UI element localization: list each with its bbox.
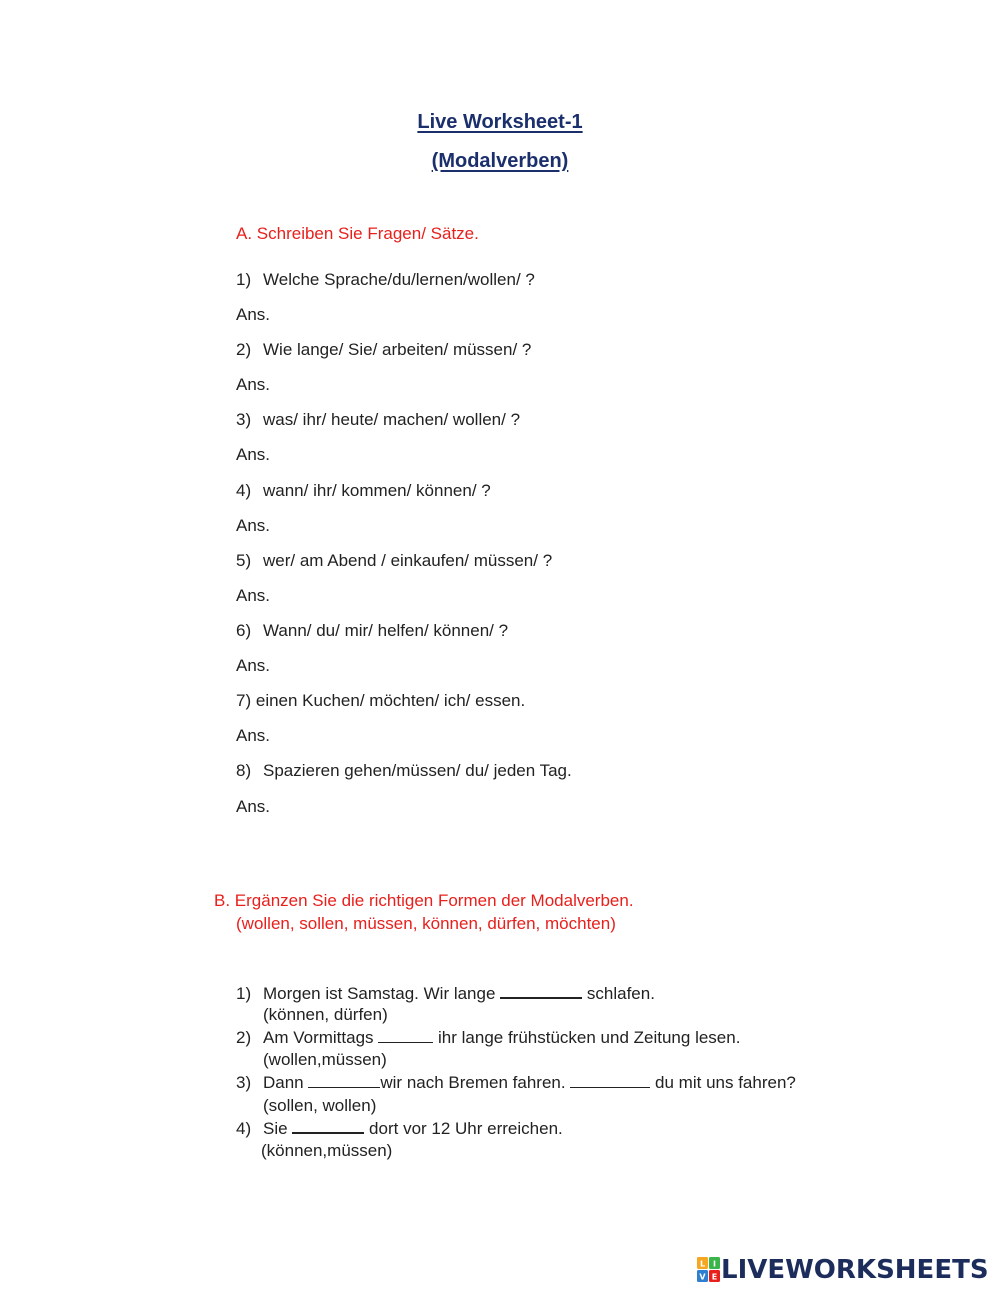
fill-item: 2) Am Vormittags ihr lange frühstücken und Zeitung lesen. bbox=[236, 1028, 741, 1047]
fill-item-hint: (wollen,müssen) bbox=[263, 1050, 387, 1069]
worksheet-subtitle: (Modalverben) bbox=[431, 150, 569, 172]
question-item: 5) wer/ am Abend / einkaufen/ müssen/ ? bbox=[236, 551, 553, 570]
question-item: 6) Wann/ du/ mir/ helfen/ können/ ? bbox=[236, 621, 509, 640]
fill-item: 1) Morgen ist Samstag. Wir lange schlafen. bbox=[236, 984, 655, 1003]
section-b-heading bbox=[214, 889, 634, 935]
answer-label: Ans. bbox=[236, 375, 271, 394]
live-badge-letter: V bbox=[699, 1272, 706, 1282]
answer-label: Ans. bbox=[236, 586, 271, 605]
answer-label: Ans. bbox=[236, 305, 271, 324]
answer-label: Ans. bbox=[236, 726, 271, 745]
question-item: 3) was/ ihr/ heute/ machen/ wollen/ ? bbox=[236, 410, 521, 429]
live-badge-letter: I bbox=[713, 1259, 716, 1269]
live-badge-letter: E bbox=[711, 1272, 718, 1282]
answer-label: Ans. bbox=[236, 516, 271, 535]
fill-item-hint: (können, dürfen) bbox=[263, 1005, 388, 1024]
live-badge-letter: L bbox=[699, 1259, 706, 1269]
fill-item-hint: (sollen, wollen) bbox=[263, 1096, 377, 1115]
answer-blank[interactable] bbox=[292, 1118, 364, 1134]
fill-item: 3) Dann wir nach Bremen fahren. du mit uns fahren? bbox=[236, 1073, 796, 1092]
answer-label: Ans. bbox=[236, 445, 271, 464]
question-item: 7) einen Kuchen/ möchten/ ich/ essen. bbox=[236, 691, 526, 710]
answer-blank[interactable] bbox=[378, 1028, 433, 1043]
live-badge-icon bbox=[697, 1257, 721, 1283]
liveworksheets-logo bbox=[697, 1255, 989, 1285]
question-item: 1) Welche Sprache/du/lernen/wollen/ ? bbox=[236, 270, 535, 289]
logo-text: LIVEWORKSHEETS bbox=[721, 1255, 989, 1285]
question-item: 2) Wie lange/ Sie/ arbeiten/ müssen/ ? bbox=[236, 340, 532, 359]
fill-item-hint: (können,müssen) bbox=[261, 1141, 393, 1160]
section-b-options: (wollen, sollen, müssen, können, dürfen, möchten) bbox=[236, 914, 616, 933]
answer-label: Ans. bbox=[236, 656, 271, 675]
answer-blank[interactable] bbox=[308, 1073, 380, 1088]
answer-label: Ans. bbox=[236, 797, 271, 816]
question-item: 4) wann/ ihr/ kommen/ können/ ? bbox=[236, 481, 491, 500]
worksheet-title: Live Worksheet-1 bbox=[417, 111, 583, 133]
answer-blank[interactable] bbox=[570, 1073, 650, 1088]
section-a-heading: A. Schreiben Sie Fragen/ Sätze. bbox=[236, 224, 479, 243]
section-b-instruction: B. Ergänzen Sie die richtigen Formen der Modalverben. bbox=[214, 891, 634, 910]
question-item: 8) Spazieren gehen/müssen/ du/ jeden Tag. bbox=[236, 761, 572, 780]
answer-blank[interactable] bbox=[500, 983, 582, 999]
fill-item: 4) Sie dort vor 12 Uhr erreichen. bbox=[236, 1119, 563, 1138]
